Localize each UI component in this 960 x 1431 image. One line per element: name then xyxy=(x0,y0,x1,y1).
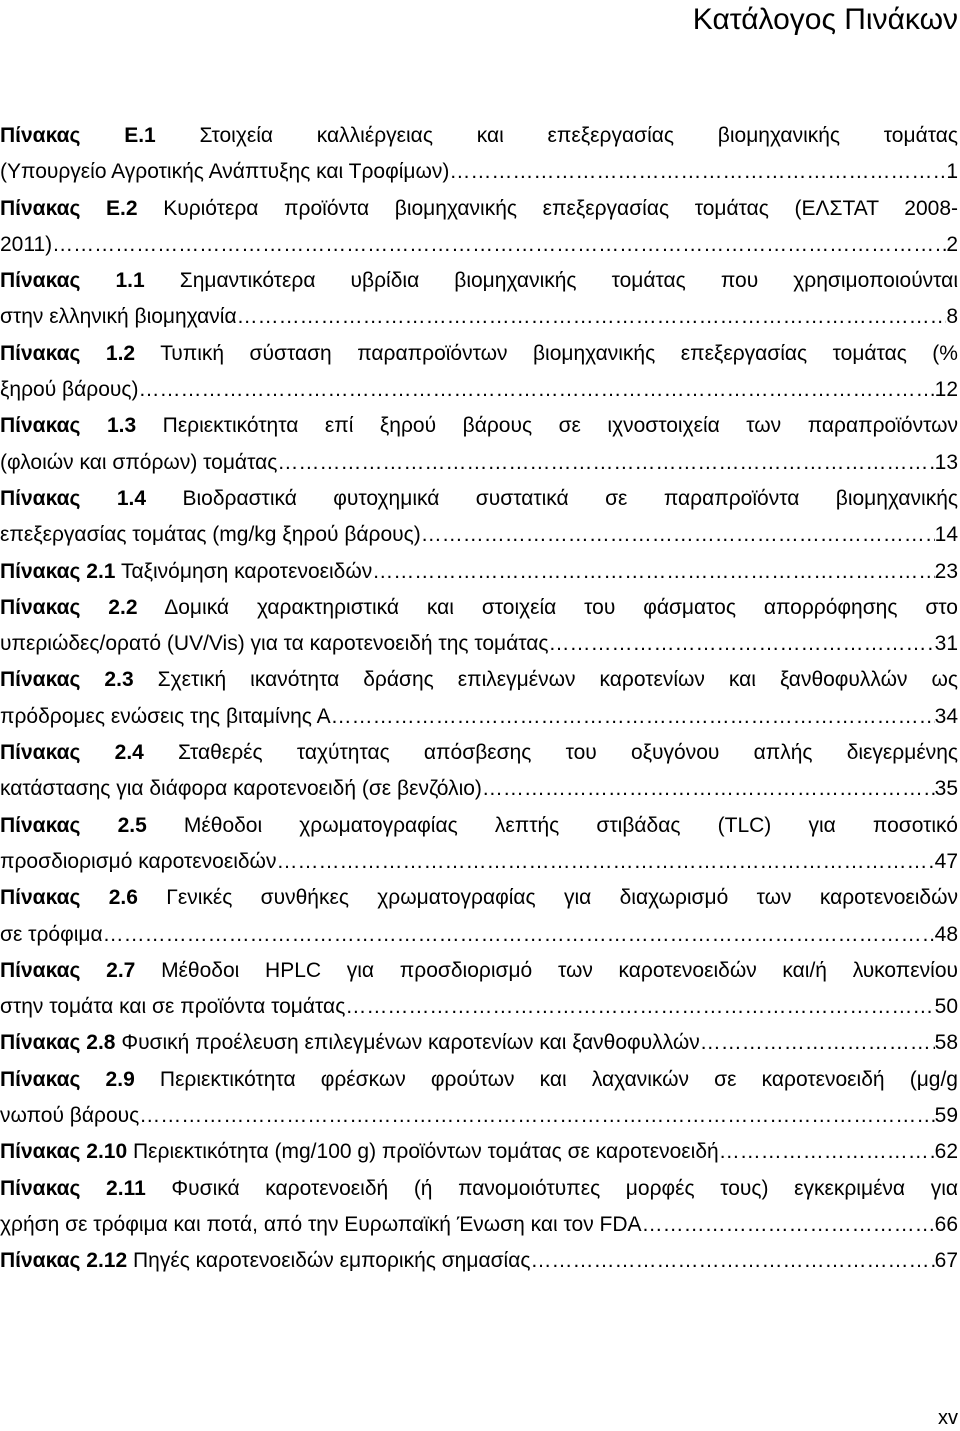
toc-entry-head xyxy=(0,554,372,590)
toc-entry-last-line xyxy=(0,771,958,807)
toc-entry-head xyxy=(0,372,138,408)
toc-entry-label: Πίνακας 2.7 xyxy=(0,958,136,982)
toc-entry-title-cont: νωπού βάρους xyxy=(0,1104,140,1128)
toc-leader-dots xyxy=(331,699,935,735)
toc-entry-title-cont: επεξεργασίας τομάτας (mg/kg ξηρού βάρους) xyxy=(0,523,421,547)
toc-entry-title-cont: (Υπουργείο Αγροτικής Ανάπτυξης και Τροφίμων) xyxy=(0,160,450,184)
toc-entry-title: Βιοδραστικά φυτοχημικά συστατικά σε παραπροϊόντα βιομηχανικής xyxy=(182,486,958,510)
toc-entry-label: Πίνακας 2.8 xyxy=(0,1031,116,1055)
toc-entry-head xyxy=(0,1134,719,1170)
toc-entry-title: Γενικές συνθήκες χρωματογραφίας για διαχωρισμό των καροτενοειδών xyxy=(166,886,958,910)
toc-entry-head xyxy=(0,699,331,735)
toc-entry-label: Πίνακας 2.9 xyxy=(0,1067,135,1091)
toc-entry-head xyxy=(0,154,449,190)
toc-entry-title: Σημαντικότερα υβρίδια βιομηχανικής τομάτας που χρησιμοποιούνται xyxy=(179,269,958,293)
toc-entry-title-cont: στην τομάτα και σε προϊόντα τομάτας xyxy=(0,995,346,1019)
toc-entry-page: 58 xyxy=(934,1031,958,1055)
toc-entry-page: 67 xyxy=(934,1249,958,1273)
toc-entry-page: 12 xyxy=(934,378,958,402)
toc-entry-title: Σταθερές ταχύτητας απόσβεσης του οξυγόνου απλής διεγερμένης xyxy=(178,741,958,765)
toc-entry-head xyxy=(0,1098,139,1134)
toc-entry-first-line xyxy=(0,263,958,299)
page-title: Κατάλογος Πινάκων xyxy=(692,3,958,36)
toc-entry-page: 8 xyxy=(946,305,958,329)
toc-entry-title: Μέθοδοι χρωματογραφίας λεπτής στιβάδας (TLC) για ποσοτικό xyxy=(183,813,958,837)
toc-entry-title-cont: χρήση σε τρόφιμα και ποτά, από την Ευρωπαϊκή Ένωση και τον FDA xyxy=(0,1212,642,1236)
toc-entry-first-line xyxy=(0,118,958,154)
toc-entry-title: Φυσική προέλευση επιλεγμένων καροτενίων και ξανθοφυλλών xyxy=(121,1031,700,1055)
toc-entry-page: 62 xyxy=(934,1140,958,1164)
toc-entry[interactable] xyxy=(0,118,958,191)
toc-entry-title: Τυπική σύσταση παραπροϊόντων βιομηχανικής επεξεργασίας τομάτας (% xyxy=(160,341,958,365)
toc-entry-last-line xyxy=(0,372,958,408)
toc-leader-dots xyxy=(345,989,934,1025)
toc-leader-dots xyxy=(277,445,934,481)
toc-entry-label: Πίνακας 2.12 xyxy=(0,1249,128,1273)
toc-entry-title-cont: προσδιορισμό καροτενοειδών xyxy=(0,849,277,873)
toc-entry-title: Μέθοδοι HPLC για προσδιορισμό των καροτενοειδών και/ή λυκοπενίου xyxy=(161,958,958,982)
toc-entry-label: Πίνακας 2.5 xyxy=(0,813,147,837)
toc-entry-head xyxy=(0,917,103,953)
toc-entry-page: 34 xyxy=(934,704,958,728)
toc-entry-last-line xyxy=(0,554,958,590)
toc-entry-last-line xyxy=(0,517,958,553)
toc-entry-label: Πίνακας 2.11 xyxy=(0,1176,146,1200)
toc-entry-page: 35 xyxy=(934,777,958,801)
toc-entry-last-line xyxy=(0,844,958,880)
toc-entry-page: 48 xyxy=(934,922,958,946)
toc-leader-dots xyxy=(531,1243,935,1279)
toc-entry-page: 66 xyxy=(934,1212,958,1236)
toc-leader-dots xyxy=(139,1098,934,1134)
toc-entry-page: 2 xyxy=(946,232,958,256)
toc-leader-dots xyxy=(138,372,934,408)
toc-entry[interactable] xyxy=(0,191,958,264)
toc-entry-title: Κυριότερα προϊόντα βιομηχανικής επεξεργασίας τομάτας (ΕΛΣΤΑΤ 2008- xyxy=(163,196,958,220)
toc-entry-page: 50 xyxy=(934,995,958,1019)
toc-leader-dots xyxy=(276,844,934,880)
toc-entry-title: Σχετική ικανότητα δράσης επιλεγμένων καροτενίων και ξανθοφυλλών ως xyxy=(157,668,958,692)
toc-entry[interactable] xyxy=(0,590,958,663)
toc-entry-last-line xyxy=(0,299,958,335)
toc-entry[interactable] xyxy=(0,662,958,735)
toc-entry-title: Περιεκτικότητα φρέσκων φρούτων και λαχανικών σε καροτενοειδή (μg/g xyxy=(159,1067,958,1091)
toc-entry-last-line xyxy=(0,626,958,662)
toc-leader-dots xyxy=(482,771,935,807)
toc-entry-title-cont: ξηρού βάρους) xyxy=(0,378,139,402)
toc-entry-page: 14 xyxy=(934,523,958,547)
toc-entry-last-line xyxy=(0,989,958,1025)
toc-entry-last-line xyxy=(0,154,958,190)
toc-leader-dots xyxy=(642,1207,935,1243)
toc-entry-first-line xyxy=(0,735,958,771)
toc-entry-page: 59 xyxy=(934,1104,958,1128)
toc-entry[interactable] xyxy=(0,554,958,590)
toc-entry-last-line xyxy=(0,1207,958,1243)
toc-entry[interactable] xyxy=(0,336,958,409)
toc-entry-head xyxy=(0,771,482,807)
toc-entry-last-line xyxy=(0,917,958,953)
toc-entry-title: Στοιχεία καλλιέργειας και επεξεργασίας βιομηχανικής τομάτας xyxy=(199,124,958,147)
toc-entry-first-line xyxy=(0,590,958,626)
toc-entry-title: Δομικά χαρακτηριστικά και στοιχεία του φάσματος απορρόφησης στο xyxy=(164,595,958,619)
toc-entry-head xyxy=(0,445,277,481)
toc-entry-first-line xyxy=(0,880,958,916)
toc-leader-dots xyxy=(421,517,935,553)
toc-entry[interactable] xyxy=(0,808,958,881)
toc-entry-page: 23 xyxy=(934,559,958,583)
toc-entry-title: Πηγές καροτενοειδών εμπορικής σημασίας xyxy=(132,1249,531,1273)
toc-entry[interactable] xyxy=(0,1243,958,1279)
toc-entry-title-cont: 2011) xyxy=(0,232,53,256)
toc-entry-first-line xyxy=(0,1171,958,1207)
toc-entry-label: Πίνακας 2.6 xyxy=(0,886,138,910)
toc-entry-label: Πίνακας 2.10 xyxy=(0,1140,128,1164)
toc-entry-last-line xyxy=(0,1025,958,1061)
toc-entry-head xyxy=(0,989,345,1025)
toc-entry-title-cont: πρόδρομες ενώσεις της βιταμίνης Α xyxy=(0,704,331,728)
toc-entry-title: Φυσικά καροτενοειδή (ή πανομοιότυπες μορφές τους) εγκεκριμένα για xyxy=(171,1176,958,1200)
toc-entry-head xyxy=(0,227,52,263)
toc-entry-first-line xyxy=(0,662,958,698)
toc-entry-first-line xyxy=(0,953,958,989)
toc-leader-dots xyxy=(549,626,935,662)
toc-entry-first-line xyxy=(0,191,958,227)
toc-entry-label: Πίνακας 1.1 xyxy=(0,269,145,293)
toc-entry-page: 31 xyxy=(934,632,958,656)
toc-entry-head xyxy=(0,844,276,880)
toc-entry[interactable] xyxy=(0,1134,958,1170)
toc-entry-label: Πίνακας Ε.2 xyxy=(0,196,138,220)
toc-entry-label: Πίνακας Ε.1 xyxy=(0,124,156,147)
toc-leader-dots xyxy=(449,154,946,190)
toc-entry-head xyxy=(0,299,237,335)
toc-entry-title-cont: (φλοιών και σπόρων) τομάτας xyxy=(0,450,278,474)
toc-entry-page: 1 xyxy=(946,160,958,184)
toc-entry-label: Πίνακας 1.4 xyxy=(0,486,147,510)
toc-entry[interactable] xyxy=(0,481,958,554)
toc-entry-first-line xyxy=(0,1062,958,1098)
toc-entry-page: 47 xyxy=(934,849,958,873)
toc-entry[interactable] xyxy=(0,953,958,1026)
toc-entry-first-line xyxy=(0,481,958,517)
toc-entry-title: Περιεκτικότητα (mg/100 g) προϊόντων τομάτας σε καροτενοειδή xyxy=(132,1140,719,1164)
toc-entry[interactable] xyxy=(0,880,958,953)
toc-entry[interactable] xyxy=(0,1171,958,1244)
toc-entry-head xyxy=(0,626,549,662)
toc-entry-last-line xyxy=(0,699,958,735)
toc-entry-title-cont: σε τρόφιμα xyxy=(0,922,103,946)
toc-leader-dots xyxy=(52,227,946,263)
toc-entry[interactable] xyxy=(0,408,958,481)
toc-entry-head xyxy=(0,1243,531,1279)
toc-entry-label: Πίνακας 2.1 xyxy=(0,559,116,583)
toc-entry-title: Ταξινόμηση καροτενοειδών xyxy=(120,559,373,583)
toc-entry-title-cont: κατάστασης για διάφορα καροτενοειδή (σε βενζόλιο) xyxy=(0,777,482,801)
toc-entry-head xyxy=(0,1025,700,1061)
toc-leader-dots xyxy=(103,917,935,953)
toc-entry-last-line xyxy=(0,1134,958,1170)
toc-entry-first-line xyxy=(0,808,958,844)
page-number: xv xyxy=(938,1407,958,1429)
toc-entry-label: Πίνακας 2.2 xyxy=(0,595,138,619)
toc-entry-first-line xyxy=(0,408,958,444)
toc-entry-title-cont: στην ελληνική βιομηχανία xyxy=(0,305,237,329)
toc-entry-page: 13 xyxy=(934,450,958,474)
toc-leader-dots xyxy=(700,1025,935,1061)
toc-leader-dots xyxy=(372,554,934,590)
toc-entry-first-line xyxy=(0,336,958,372)
toc-entry[interactable] xyxy=(0,735,958,808)
toc-entry-title-cont: υπεριώδες/ορατό (UV/Vis) για τα καροτενοειδή της τομάτας xyxy=(0,632,549,656)
toc-entry-last-line xyxy=(0,445,958,481)
toc-entry-label: Πίνακας 2.3 xyxy=(0,668,134,692)
toc-entry-last-line xyxy=(0,1098,958,1134)
table-of-contents xyxy=(0,118,958,1280)
toc-entry-head xyxy=(0,1207,642,1243)
toc-entry[interactable] xyxy=(0,1025,958,1061)
toc-entry[interactable] xyxy=(0,263,958,336)
toc-entry[interactable] xyxy=(0,1062,958,1135)
toc-entry-title: Περιεκτικότητα επί ξηρού βάρους σε ιχνοστοιχεία των παραπροϊόντων xyxy=(162,414,958,438)
toc-leader-dots xyxy=(237,299,947,335)
toc-entry-last-line xyxy=(0,227,958,263)
toc-entry-label: Πίνακας 1.2 xyxy=(0,341,136,365)
toc-leader-dots xyxy=(719,1134,935,1170)
toc-entry-label: Πίνακας 1.3 xyxy=(0,414,137,438)
toc-entry-head xyxy=(0,517,421,553)
toc-entry-last-line xyxy=(0,1243,958,1279)
toc-entry-label: Πίνακας 2.4 xyxy=(0,741,144,765)
